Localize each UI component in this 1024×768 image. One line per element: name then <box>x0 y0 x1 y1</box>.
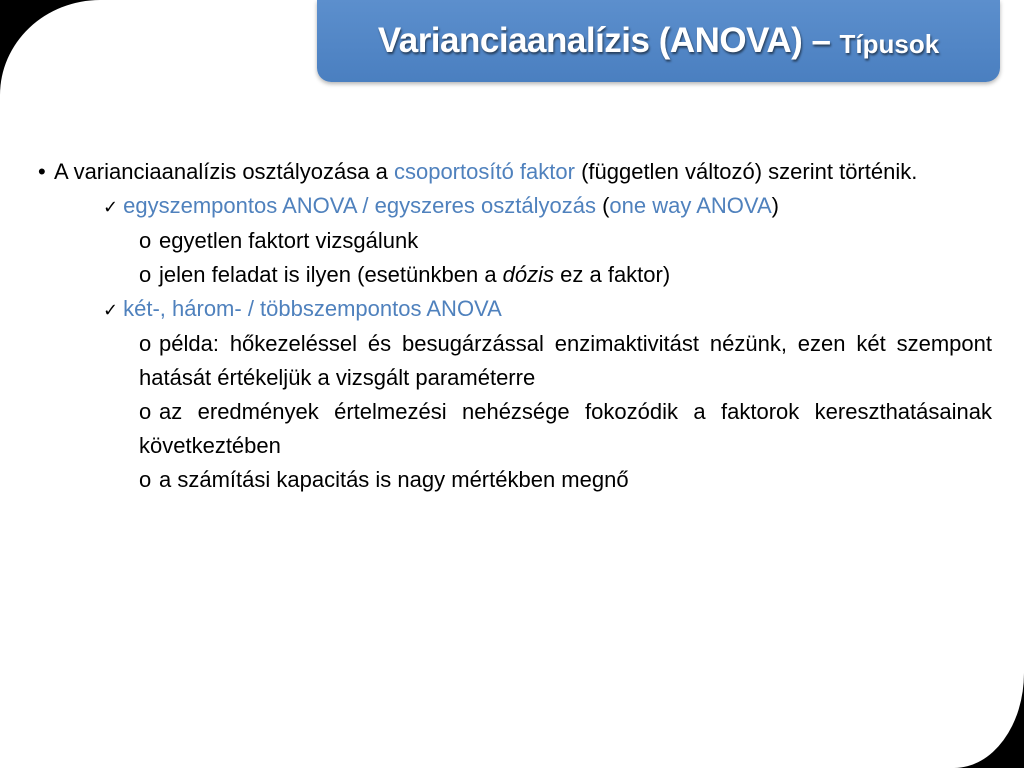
type-english: one way ANOVA <box>609 193 772 218</box>
slide-content <box>38 155 992 497</box>
point-text: egyetlen faktort vizsgálunk <box>159 228 419 253</box>
circle-bullet-icon: o <box>139 331 152 356</box>
point-text-start: jelen feladat is ilyen (esetünkben a <box>159 262 503 287</box>
title-bar <box>317 0 1000 82</box>
list-item-type-one-way <box>38 189 992 224</box>
checkmark-icon: ✓ <box>103 197 119 217</box>
slide-title: Varianciaanalízis (ANOVA) – <box>377 21 831 60</box>
point-text-end: ez a faktor) <box>554 262 671 287</box>
type-label: egyszempontos ANOVA / egyszeres osztályozás <box>123 193 596 218</box>
slide-subtitle: Típusok <box>839 28 940 59</box>
paren-open: ( <box>595 193 610 218</box>
point-italic: dózis <box>502 262 555 287</box>
paren-close: ) <box>771 193 779 218</box>
list-item <box>38 224 992 258</box>
circle-bullet-icon: o <box>139 467 152 492</box>
intro-text-end: (független változó) szerint történik. <box>574 159 918 184</box>
point-text: az eredmények értelmezési nehézsége fokozódik a faktorok kereszthatásainak következtében <box>139 399 992 458</box>
checkmark-icon: ✓ <box>103 300 119 320</box>
list-item <box>38 258 992 292</box>
type-label: két-, három- / többszempontos ANOVA <box>123 296 502 321</box>
list-item <box>38 395 992 463</box>
list-item <box>38 327 992 395</box>
intro-text-start: A varianciaanalízis osztályozása a <box>54 159 394 184</box>
list-item <box>38 463 992 497</box>
circle-bullet-icon: o <box>139 399 152 424</box>
circle-bullet-icon: o <box>139 228 152 253</box>
point-text: példa: hőkezeléssel és besugárzással enzimaktivitást nézünk, ezen két szempont hatását értékeljük a vizsgált paraméterre <box>139 331 992 390</box>
list-item-type-multi-way <box>38 292 992 327</box>
intro-paragraph <box>38 155 992 189</box>
point-text: a számítási kapacitás is nagy mértékben megnő <box>159 467 629 492</box>
intro-highlight: csoportosító faktor <box>393 159 575 184</box>
circle-bullet-icon: o <box>139 262 152 287</box>
bullet-dot-icon: • <box>38 159 46 184</box>
